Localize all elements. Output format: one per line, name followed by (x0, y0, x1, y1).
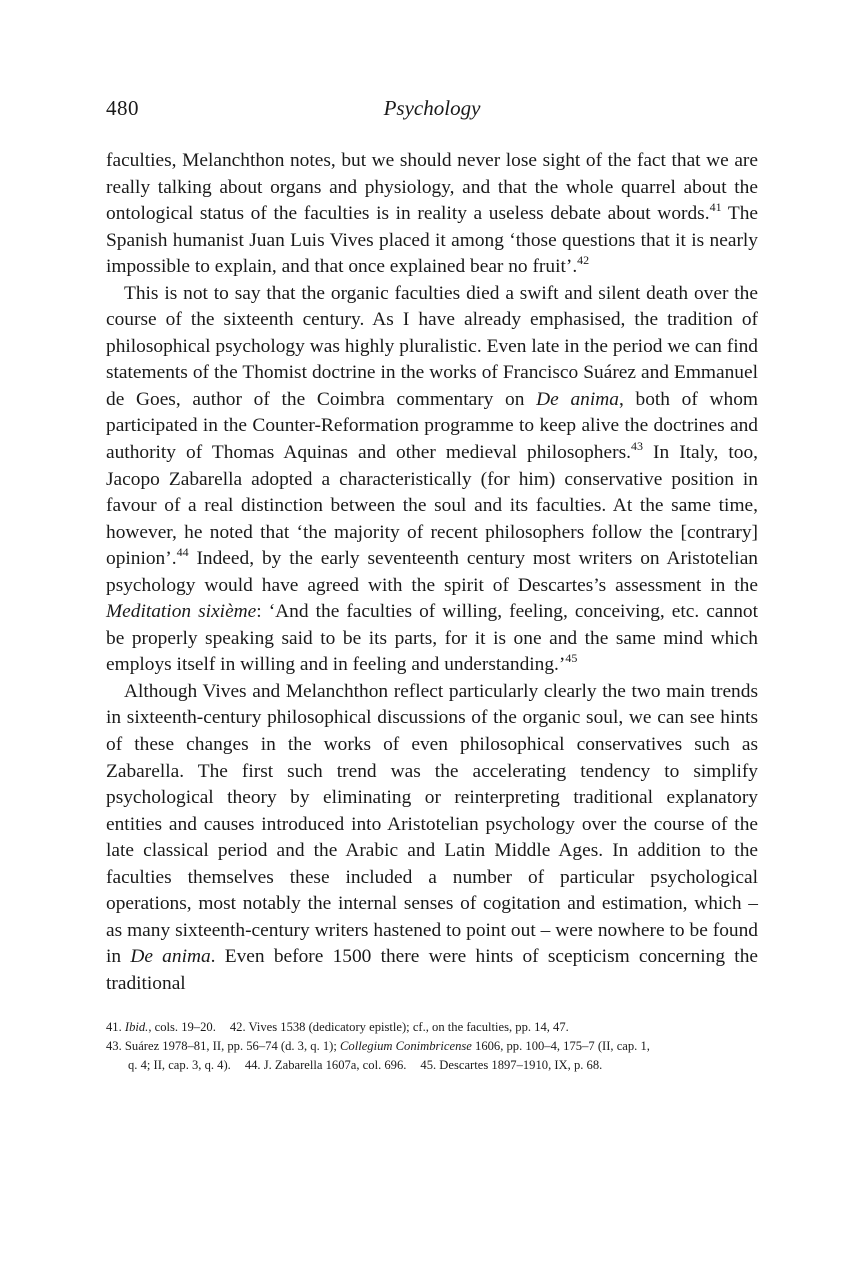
paragraph (106, 148, 758, 281)
footnote-line (106, 1018, 758, 1037)
page-number: 480 (106, 96, 139, 120)
text-run: In Italy, too, Jacopo Zabarella adopted a characteristically (for him) conservative position in favour of a real distinction between the soul and its faculties. At the same time, however, he noted that ‘the majority of recent philosophers follow the [contrary] opinion’. (106, 442, 758, 570)
text-run: q. 4; II, cap. 3, q. 4). (128, 1057, 231, 1072)
text-run: 1606, pp. 100–4, 175–7 (II, cap. 1, (471, 1038, 650, 1053)
text-run: The Spanish humanist Juan Luis Vives placed it among ‘those questions that it is nearly impossible to explain, and that once explained bear no fruit’. (106, 203, 758, 278)
footnote-reference: 41 (709, 200, 722, 215)
footnote-line (106, 1056, 758, 1075)
text-run: This is not to say that the organic faculties died a swift and silent death over the course of the sixteenth century. As I have already emphasised, the tradition of philosophical psychology was highly pluralistic. Even late in the period we can find statements of the Thomist doctrine in the works of Francisco Suárez and Emmanuel de Goes, author of the Coimbra commentary on (106, 282, 758, 410)
text-run: : ‘And the faculties of willing, feeling, conceiving, etc. cannot be properly speaking said to be its parts, for it is one and the same mind which employs itself in willing and in feeling and understanding.’ (106, 601, 758, 676)
text-run: , both of whom participated in the Counter-Reformation programme to keep alive the doctrines and authority of Thomas Aquinas and other medieval philosophers. (106, 388, 759, 464)
running-title: Psychology (383, 96, 481, 120)
footnote-reference: 45 (565, 651, 578, 666)
text-run: 45. Descartes 1897–1910, IX, p. 68. (420, 1057, 603, 1072)
text-run: 44. J. Zabarella 1607a, col. 696. (244, 1057, 407, 1072)
footnote-reference: 43 (630, 439, 643, 454)
italic-title: Ibid. (124, 1019, 149, 1034)
book-page (106, 96, 758, 1075)
text-run: 43. Suárez 1978–81, II, pp. 56–74 (d. 3, q. 1); (106, 1038, 340, 1053)
text-run: . Even before 1500 there were hints of scepticism concerning the traditional (106, 946, 758, 994)
footnote-reference: 42 (577, 253, 590, 268)
footnote-line (106, 1037, 758, 1056)
footnote-reference: 44 (176, 545, 189, 560)
text-run: Indeed, by the early seventeenth century most writers on Aristotelian psychology would have agreed with the spirit of Descartes’s assessment in the (106, 548, 758, 596)
text-run: 42. Vives 1538 (dedicatory epistle); cf., on the faculties, pp. 14, 47. (229, 1019, 569, 1034)
paragraph (106, 281, 758, 679)
italic-title: De anima (536, 388, 619, 410)
text-run: Although Vives and Melanchthon reflect particularly clearly the two main trends in sixteenth-century philosophical discussions of the organic soul, we can see hints of these changes in the works of even philosophical conservatives such as Zabarella. The first such trend was the accelerating tendency to simplify psychological theory by eliminating or reinterpreting traditional explanatory entities and causes introduced into Aristotelian psychology over the course of the late classical period and the Arabic and Latin Middle Ages. In addition to the faculties themselves these included a number of particular psychological operations, most notably the internal senses of cogitation and estimation, which – as many sixteenth-century writers hastened to point out – were nowhere to be found in (106, 680, 758, 968)
text-run: , cols. 19–20. (148, 1019, 216, 1034)
text-run: faculties, Melanchthon notes, but we should never lose sight of the fact that we are really talking about organs and physiology, and that the whole quarrel about the ontological status of the faculties is in reality a useless debate about words. (106, 150, 758, 225)
text-run: 41. (106, 1019, 125, 1034)
footnotes (106, 1018, 758, 1075)
italic-title: De anima (130, 946, 211, 968)
body-text (106, 148, 758, 998)
italic-title: Meditation sixième (106, 601, 257, 623)
paragraph (106, 679, 758, 998)
running-head (106, 96, 758, 136)
italic-title: Collegium Conimbricense (340, 1038, 472, 1053)
